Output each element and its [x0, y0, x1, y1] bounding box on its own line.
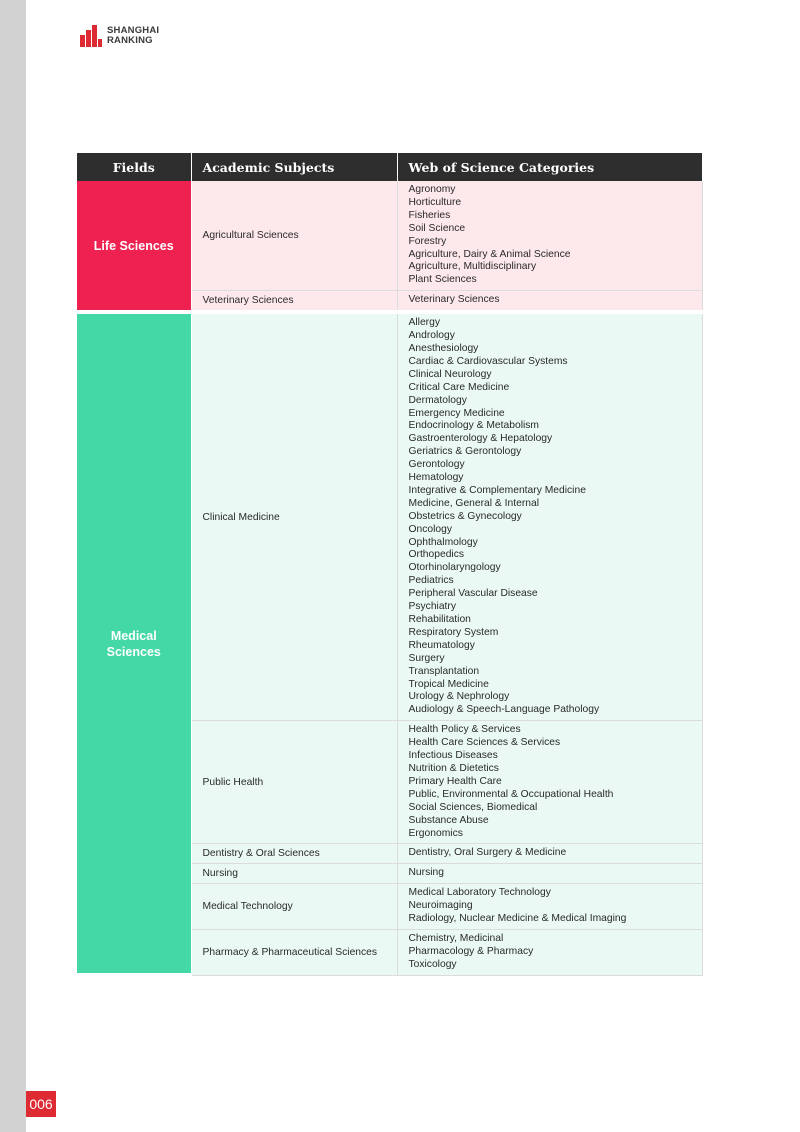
category-item: Obstetrics & Gynecology — [408, 510, 522, 522]
category-item: Respiratory System — [408, 626, 499, 638]
category-item: Fisheries — [408, 209, 451, 221]
table-row — [77, 312, 702, 721]
category-item: Ergonomics — [408, 827, 463, 839]
categories-cell — [397, 884, 702, 930]
category-item: Psychiatry — [408, 601, 456, 613]
logo-line-1: SHANGHAI — [107, 25, 160, 36]
subject-cell: Clinical Medicine — [191, 312, 397, 721]
category-item: Peripheral Vascular Disease — [408, 588, 538, 600]
category-item: Health Care Sciences & Services — [408, 737, 561, 749]
category-item: Soil Science — [408, 222, 466, 234]
category-item: Oncology — [408, 523, 453, 535]
category-item: Horticulture — [408, 196, 462, 208]
category-item: Agriculture, Dairy & Animal Science — [408, 248, 571, 260]
subject-cell: Nursing — [191, 864, 397, 884]
side-strip — [0, 0, 26, 1132]
category-item: Radiology, Nuclear Medicine & Medical Imaging — [408, 913, 627, 925]
field-label-line: Medical — [110, 628, 157, 643]
category-item: Primary Health Care — [408, 775, 502, 787]
category-item: Geriatrics & Gerontology — [408, 446, 522, 458]
category-item: Rheumatology — [408, 639, 475, 651]
ranking-bars-icon — [80, 25, 102, 47]
category-item: Neuroimaging — [408, 900, 473, 912]
category-item: Otorhinolaryngology — [408, 562, 501, 574]
categories-cell — [397, 291, 702, 312]
category-item: Endocrinology & Metabolism — [408, 420, 539, 432]
category-item: Audiology & Speech-Language Pathology — [408, 704, 600, 716]
category-item: Clinical Neurology — [408, 368, 492, 380]
category-item: Urology & Nephrology — [408, 691, 510, 703]
page-number: 006 — [26, 1091, 56, 1117]
category-item: Nutrition & Dietetics — [408, 762, 499, 774]
subject-cell: Veterinary Sciences — [191, 291, 397, 312]
categories-cell — [397, 864, 702, 884]
subject-cell: Medical Technology — [191, 884, 397, 930]
category-item: Nursing — [408, 867, 444, 879]
table-row — [77, 181, 702, 291]
category-item: Anesthesiology — [408, 342, 479, 354]
category-item: Andrology — [408, 330, 455, 342]
category-item: Transplantation — [408, 665, 480, 677]
category-item: Allergy — [408, 317, 440, 329]
field-label-line: Sciences — [106, 644, 161, 659]
category-item: Agronomy — [408, 184, 456, 195]
field-medical-sciences — [77, 312, 191, 975]
category-item: Cardiac & Cardiovascular Systems — [408, 355, 568, 367]
category-item: Dentistry, Oral Surgery & Medicine — [408, 847, 567, 859]
category-item: Tropical Medicine — [408, 678, 489, 690]
subject-cell: Dentistry & Oral Sciences — [191, 844, 397, 864]
category-item: Pharmacology & Pharmacy — [408, 945, 534, 957]
category-item: Forestry — [408, 235, 447, 247]
category-item: Emergency Medicine — [408, 407, 505, 419]
categories-cell — [397, 929, 702, 975]
category-item: Hematology — [408, 472, 464, 484]
table-header-row — [77, 153, 702, 181]
subjects-table — [77, 153, 703, 977]
category-item: Veterinary Sciences — [408, 294, 500, 306]
subject-cell: Public Health — [191, 721, 397, 844]
category-item: Orthopedics — [408, 549, 465, 561]
category-item: Agriculture, Multidisciplinary — [408, 261, 537, 273]
categories-cell — [397, 181, 702, 291]
category-item: Dermatology — [408, 394, 467, 406]
category-item: Critical Care Medicine — [408, 381, 510, 393]
field-life-sciences: Life Sciences — [77, 181, 191, 312]
header-fields: Fields — [77, 153, 191, 181]
category-item: Infectious Diseases — [408, 750, 498, 762]
category-item: Medicine, General & Internal — [408, 497, 539, 509]
categories-cell — [397, 312, 702, 721]
category-item: Integrative & Complementary Medicine — [408, 484, 586, 496]
logo-line-2: RANKING — [107, 35, 153, 46]
category-item: Health Policy & Services — [408, 724, 521, 736]
shanghai-ranking-logo — [80, 25, 159, 47]
category-item: Ophthalmology — [408, 536, 478, 548]
category-item: Pediatrics — [408, 575, 454, 587]
category-item: Chemistry, Medicinal — [408, 932, 504, 944]
category-item: Social Sciences, Biomedical — [408, 801, 538, 813]
header-wos-categories: Web of Science Categories — [397, 153, 702, 181]
category-item: Public, Environmental & Occupational Health — [408, 788, 614, 800]
categories-cell — [397, 721, 702, 844]
category-item: Toxicology — [408, 958, 457, 970]
subject-cell: Agricultural Sciences — [191, 181, 397, 291]
subject-cell: Pharmacy & Pharmaceutical Sciences — [191, 929, 397, 975]
category-item: Substance Abuse — [408, 814, 489, 826]
category-item: Surgery — [408, 652, 445, 664]
categories-cell — [397, 844, 702, 864]
category-item: Medical Laboratory Technology — [408, 887, 551, 899]
category-item: Rehabilitation — [408, 614, 471, 625]
category-item: Gastroenterology & Hepatology — [408, 433, 553, 445]
header-academic-subjects: Academic Subjects — [191, 153, 397, 181]
category-item: Plant Sciences — [408, 274, 477, 286]
category-item: Gerontology — [408, 459, 465, 471]
